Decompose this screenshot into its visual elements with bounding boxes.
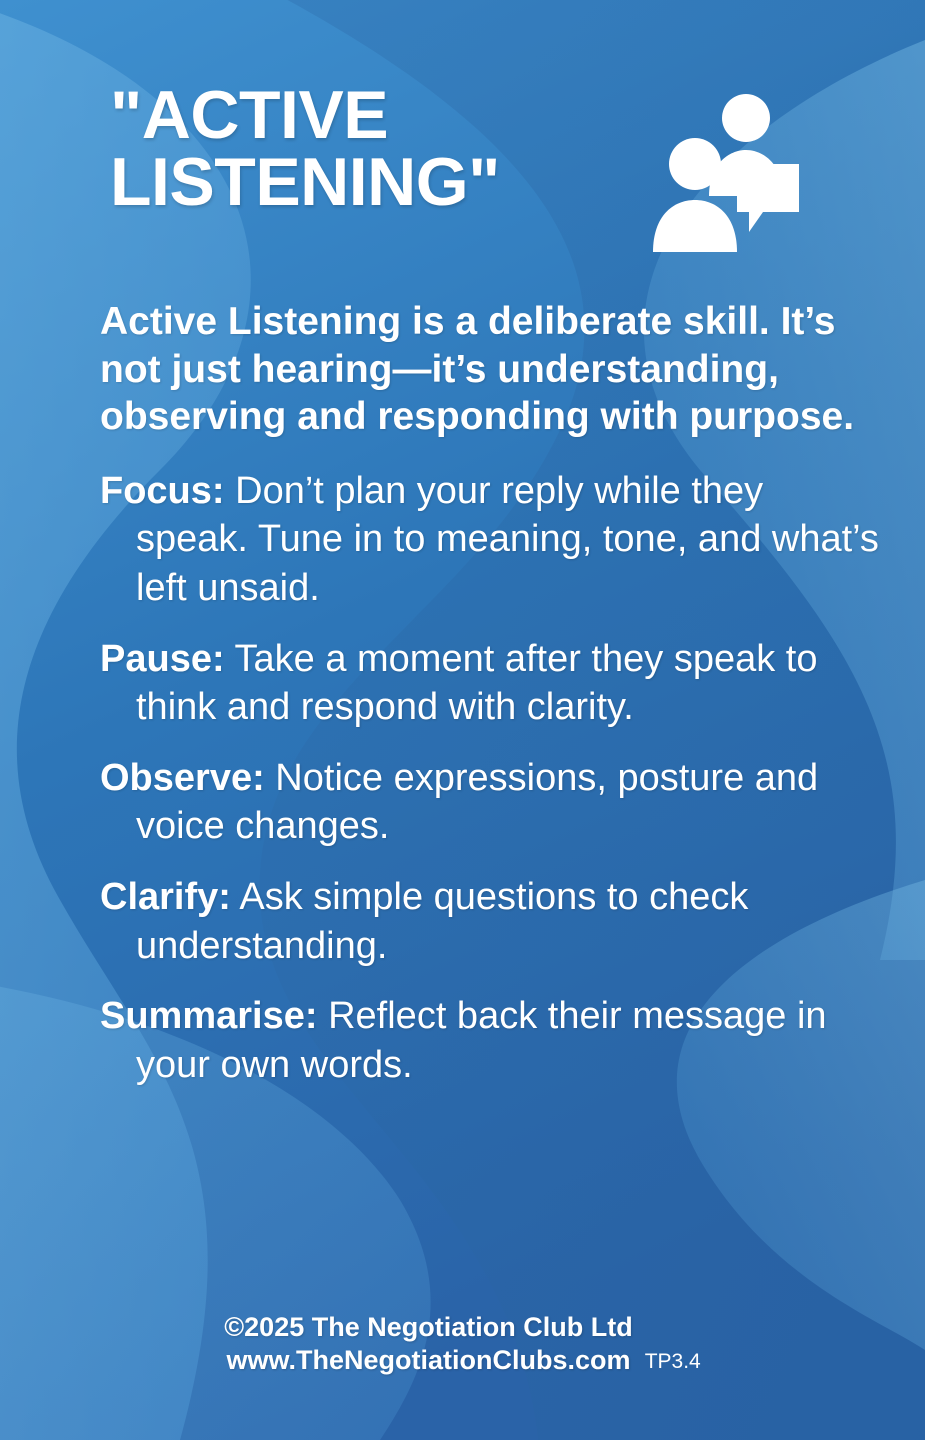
list-item bbox=[100, 754, 883, 851]
points-list bbox=[28, 467, 897, 1090]
list-item bbox=[100, 635, 883, 732]
point-text: Notice expressions, posture and voice changes. bbox=[136, 756, 819, 848]
list-item bbox=[100, 873, 883, 970]
page-title: "ACTIVE LISTENING" bbox=[110, 77, 500, 220]
list-item bbox=[100, 467, 883, 613]
list-item bbox=[100, 992, 883, 1089]
card-code: TP3.4 bbox=[644, 1350, 701, 1373]
website-line: www.TheNegotiationClubs.com bbox=[226, 1344, 631, 1375]
title-row bbox=[28, 0, 897, 262]
point-text: Don’t plan your reply while they speak. Tune in to meaning, tone, and what’s left unsaid. bbox=[136, 469, 879, 609]
point-label: Observe: bbox=[100, 756, 265, 799]
intro-paragraph: Active Listening is a deliberate skill. It’s not just hearing—it’s understanding, observing and responding with purpose. bbox=[100, 300, 855, 439]
point-text: Take a moment after they speak to think and respond with clarity. bbox=[136, 637, 818, 729]
point-text: Ask simple questions to check understanding. bbox=[136, 876, 749, 967]
two-people-speech-bubble-icon bbox=[651, 92, 801, 262]
point-label: Summarise: bbox=[100, 995, 318, 1038]
point-label: Focus: bbox=[100, 469, 225, 512]
point-label: Pause: bbox=[100, 637, 225, 680]
point-label: Clarify: bbox=[100, 876, 231, 919]
copyright-line: ©2025 The Negotiation Club Ltd bbox=[224, 1312, 633, 1343]
point-text: Reflect back their message in your own words. bbox=[136, 995, 827, 1086]
